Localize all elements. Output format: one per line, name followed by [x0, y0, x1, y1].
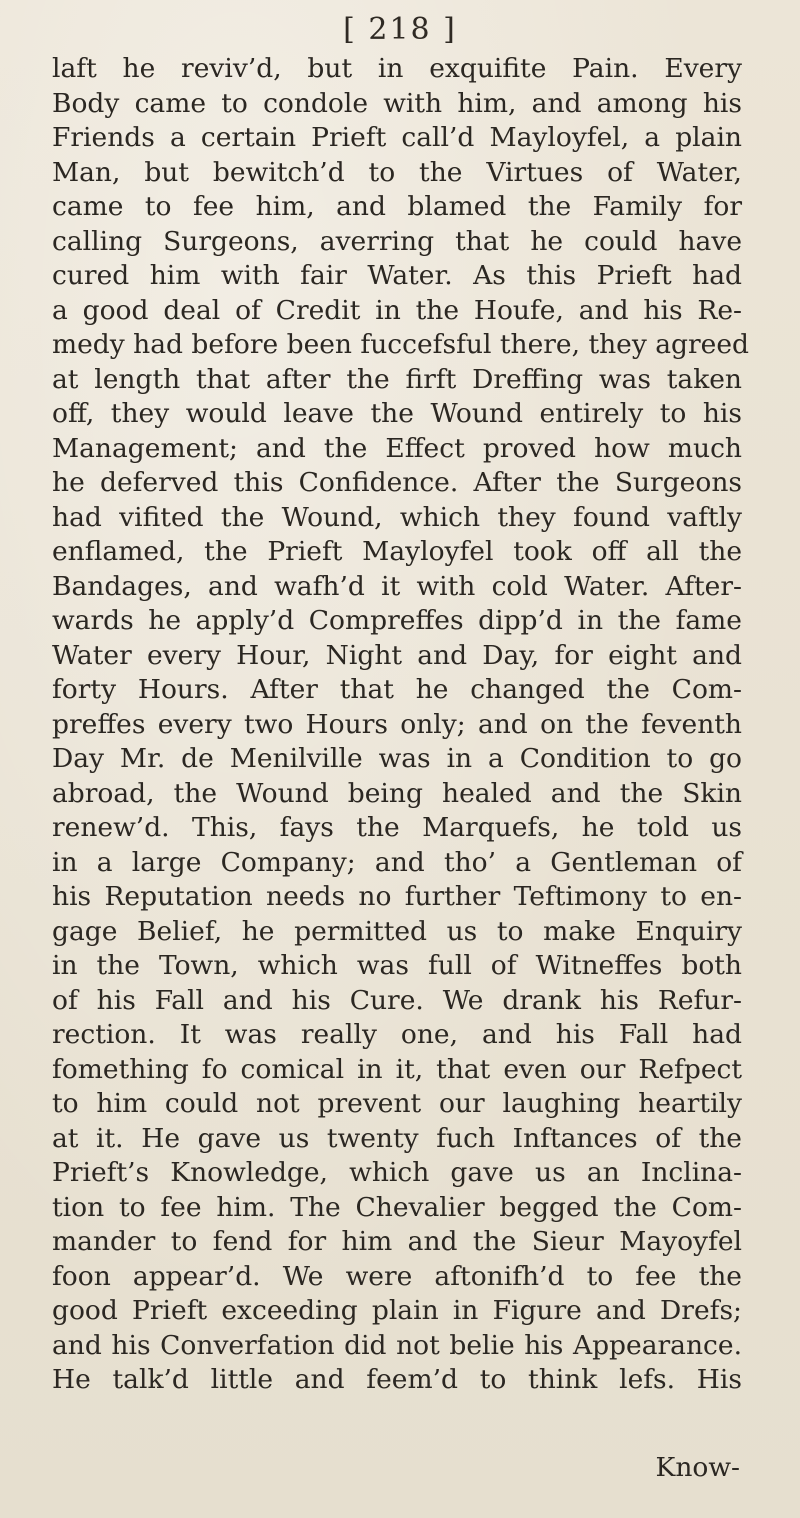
- text-line: renew’d. This, fays the Marquefs, he told us: [52, 812, 742, 843]
- text-line: forty Hours. After that he changed the Com-: [52, 674, 742, 705]
- text-line: tion to fee him. The Chevalier begged the Com-: [52, 1191, 742, 1223]
- text-line: good Prieft exceeding plain in Figure and Drefs;: [52, 1295, 742, 1326]
- text-line: in the Town, which was full of Witneffes both: [52, 950, 742, 981]
- text-line: He talk’d little and feem’d to think lefs. His: [52, 1364, 742, 1395]
- text-line: Friends a certain Prieft call’d Mayloyfel, a plain: [52, 122, 742, 153]
- text-line: cured him with fair Water. As this Prieft had: [52, 260, 742, 291]
- text-line: Man, but bewitch’d to the Virtues of Water,: [52, 156, 742, 188]
- text-line: mander to fend for him and the Sieur Mayoyfel: [52, 1226, 742, 1257]
- text-line: enflamed, the Prieft Mayloyfel took off all the: [52, 536, 742, 567]
- text-line: foon appear’d. We were aftonifh’d to fee the: [52, 1260, 742, 1292]
- text-line: his Reputation needs no further Teftimony to en-: [52, 881, 742, 912]
- text-line: Body came to condole with him, and among his: [52, 87, 742, 119]
- text-line: fomething fo comical in it, that even our Refpect: [52, 1053, 742, 1085]
- body-text: [52, 52, 749, 1398]
- text-line: Bandages, and wafh’d it with cold Water. After-: [52, 570, 742, 602]
- text-line: and his Converfation did not belie his Appearance.: [52, 1329, 742, 1361]
- text-line: medy had before been fuccefsful there, they agreed: [52, 329, 749, 360]
- text-line: calling Surgeons, averring that he could have: [52, 225, 742, 257]
- catchword: Know-: [655, 1452, 740, 1483]
- text-line: at length that after the firft Dreffing was taken: [52, 363, 742, 395]
- text-line: had vifited the Wound, which they found vaftly: [52, 501, 742, 533]
- text-line: of his Fall and his Cure. We drank his Refur-: [52, 984, 742, 1016]
- text-line: off, they would leave the Wound entirely to his: [52, 398, 742, 429]
- text-line: rection. It was really one, and his Fall had: [52, 1019, 742, 1050]
- text-line: Prieft’s Knowledge, which gave us an Inclina-: [52, 1157, 742, 1188]
- text-line: abroad, the Wound being healed and the Skin: [52, 777, 742, 809]
- text-line: at it. He gave us twenty fuch Inftances of the: [52, 1122, 742, 1154]
- text-line: in a large Company; and tho’ a Gentleman of: [52, 846, 742, 878]
- text-line: Management; and the Effect proved how much: [52, 432, 742, 464]
- text-line: to him could not prevent our laughing heartily: [52, 1088, 742, 1119]
- text-line: Water every Hour, Night and Day, for eight and: [52, 639, 742, 671]
- page-number: [ 218 ]: [343, 12, 457, 47]
- text-line: preffes every two Hours only; and on the feventh: [52, 708, 742, 740]
- text-line: gage Belief, he permitted us to make Enquiry: [52, 915, 742, 947]
- text-line: wards he apply’d Compreffes dipp’d in the fame: [52, 605, 742, 636]
- text-line: laft he reviv’d, but in exquifite Pain. Every: [52, 53, 742, 84]
- text-line: Day Mr. de Menilville was in a Condition to go: [52, 743, 742, 774]
- text-line: he deferved this Confidence. After the Surgeons: [52, 467, 742, 498]
- text-line: came to fee him, and blamed the Family for: [52, 191, 742, 222]
- text-line: a good deal of Credit in the Houfe, and his Re-: [52, 294, 742, 326]
